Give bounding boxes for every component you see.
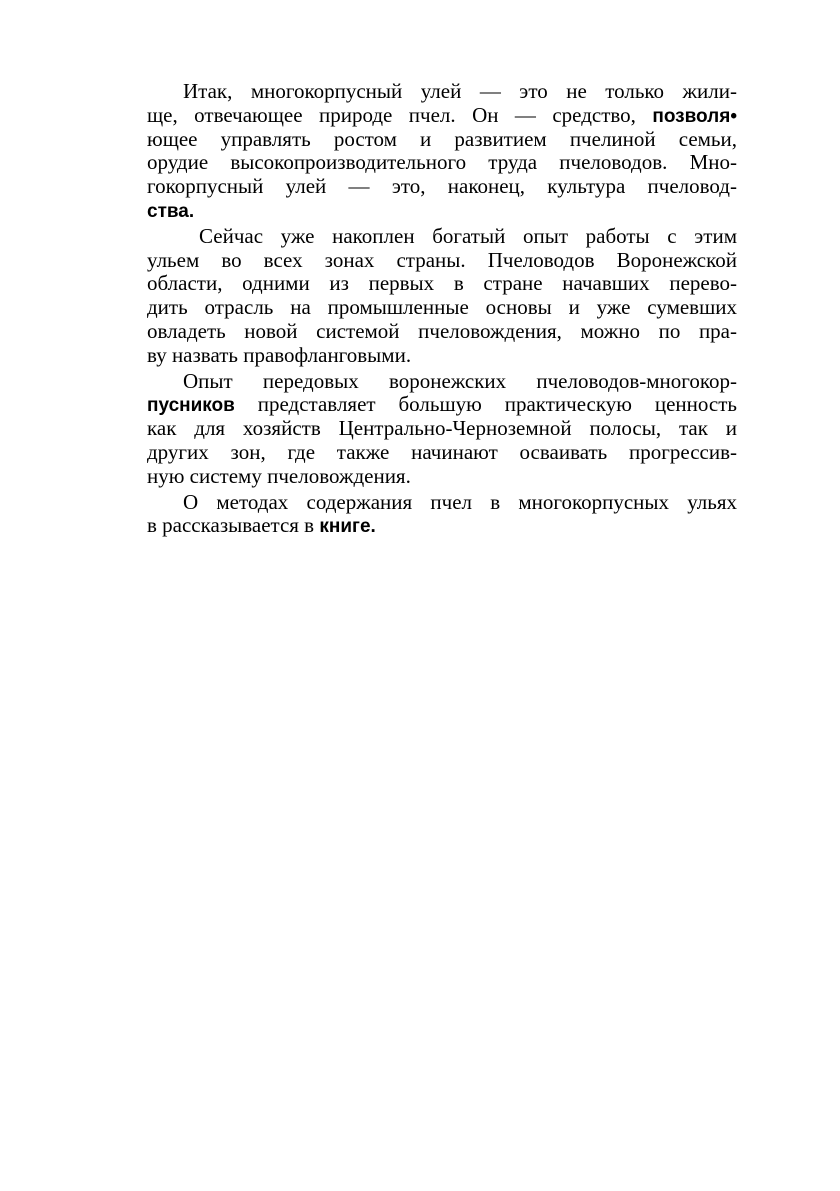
text-line: в рассказывается в книге. (147, 513, 376, 538)
paragraph-3 (147, 370, 737, 489)
text-line: ную систему пчеловождения. (147, 463, 411, 488)
text-line: гокорпусный улей — это, наконец, культура пчеловод- (147, 174, 737, 199)
text-line: орудие высокопроизводительного труда пчеловодов. Мно- (147, 150, 737, 175)
text-line: как для хозяйств Центрально-Черноземной полосы, так и (147, 416, 737, 441)
text-line (147, 199, 737, 223)
text-line: О методах содержания пчел в многокорпусных ульях (183, 489, 737, 514)
body-text (147, 80, 737, 538)
bold-word: ства. (147, 200, 195, 222)
text-line: ющее управлять ростом и развитием пчелиной семьи, (147, 126, 737, 151)
text-line: дить отрасль на промышленные основы и уже сумевших (147, 295, 737, 320)
text-line: Сейчас уже накоплен богатый опыт работы с этим (199, 223, 737, 248)
paragraph-2 (147, 225, 737, 368)
text-line: Итак, многокорпусный улей — это не только жили- (183, 79, 737, 103)
bold-word: позволя• (652, 105, 737, 127)
bold-word: пусников (147, 395, 235, 417)
paragraph-4 (147, 491, 737, 539)
text-line: ще, отвечающее природе пчел. Он — средство, позволя• (147, 102, 737, 127)
bold-word: книге. (319, 516, 376, 538)
text-line: ульем во всех зонах страны. Пчеловодов Воронежской (147, 247, 737, 272)
text-line: Опыт передовых воронежских пчеловодов-многокор- (183, 368, 737, 393)
text-line: других зон, где также начинают осваивать прогрессив- (147, 439, 737, 464)
paragraph-1 (147, 80, 737, 223)
text-line: овладеть новой системой пчеловождения, можно по пра- (147, 318, 737, 343)
text-line: пусников представляет большую практическую ценность (147, 392, 737, 417)
text-line: ву назвать правофланговыми. (147, 342, 412, 367)
text-line: области, одними из первых в стране начавших перево- (147, 271, 737, 296)
